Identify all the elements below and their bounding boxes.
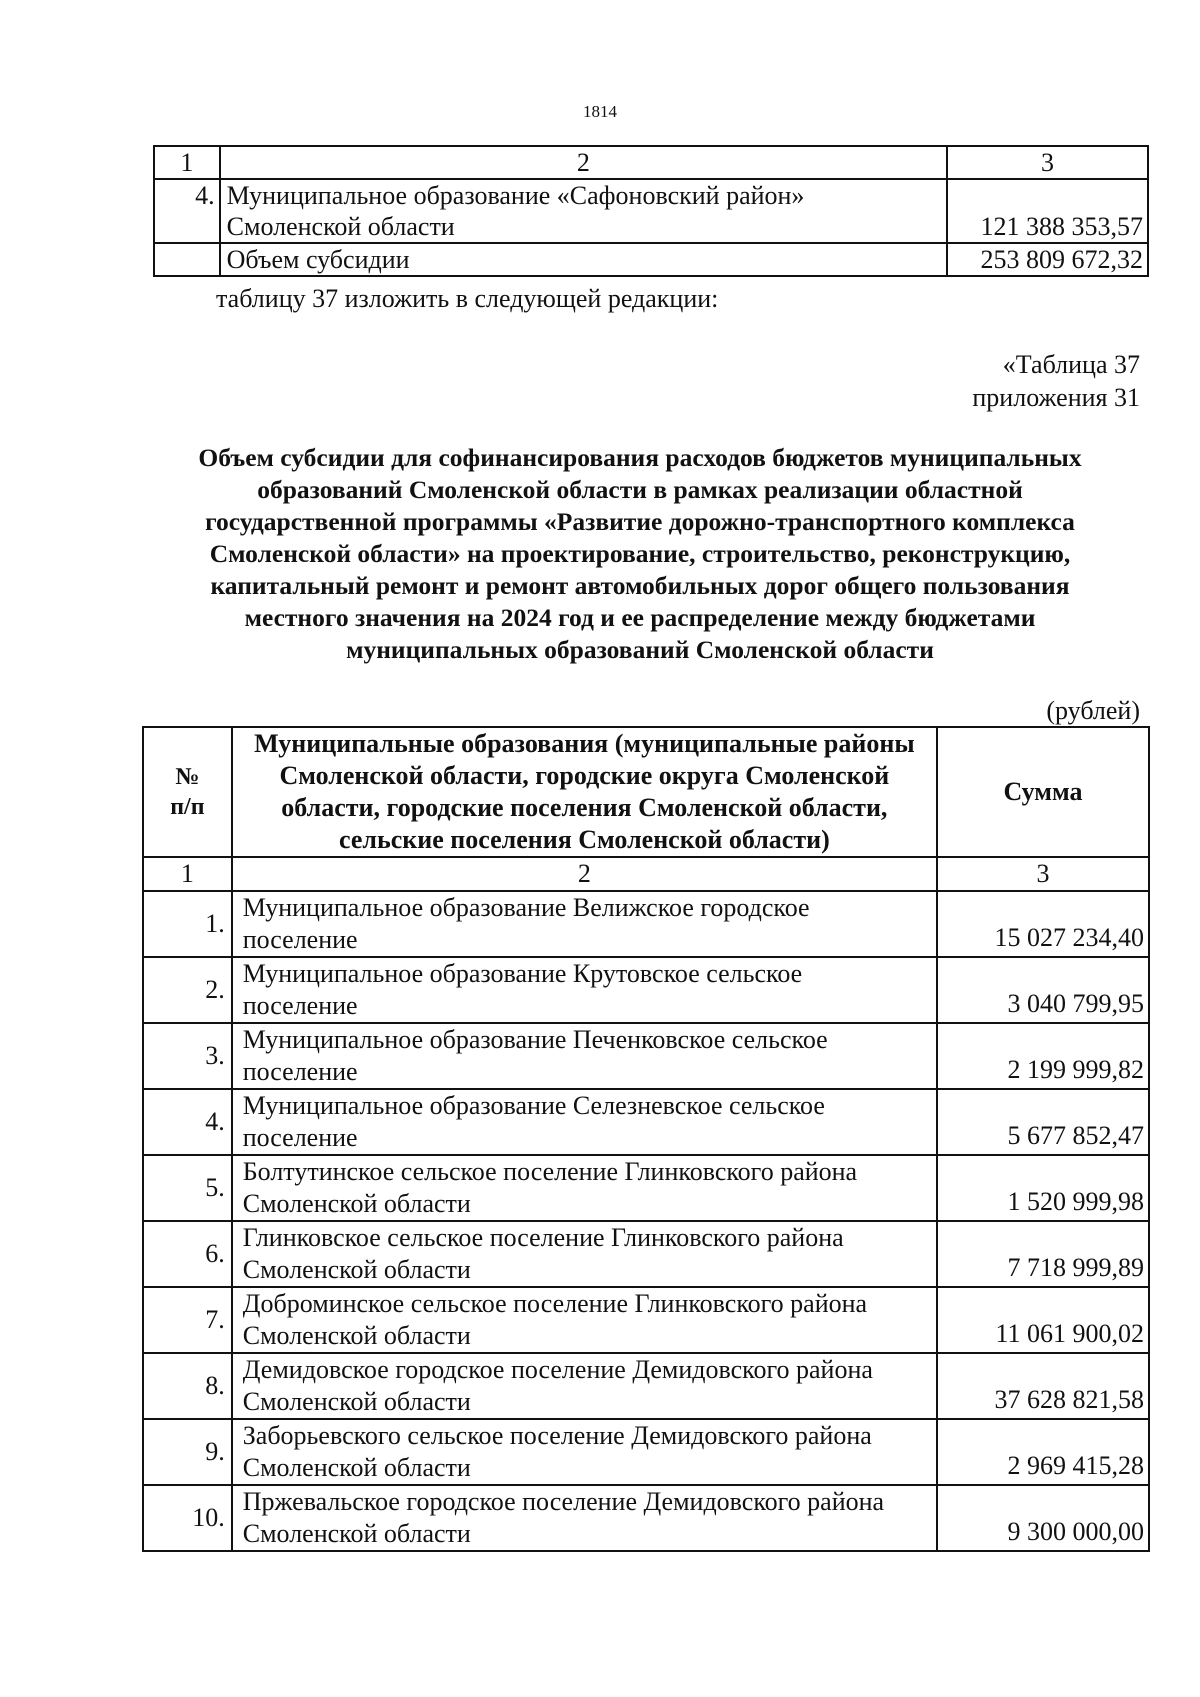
row-name <box>232 891 937 957</box>
title-line: муниципальных образований Смоленской области <box>346 635 934 664</box>
title-line: государственной программы «Развитие дорожно-транспортного комплекса <box>205 507 1075 536</box>
table-header-row <box>143 727 1149 857</box>
column-number-1: 1 <box>154 146 220 179</box>
row-name <box>232 1155 937 1221</box>
total-label: Объем субсидии <box>220 243 947 276</box>
row-number: 7. <box>143 1287 232 1353</box>
row-amount: 9 300 000,00 <box>937 1485 1149 1551</box>
table-row <box>154 179 1148 243</box>
row-number: 1. <box>143 891 232 957</box>
row-name-line-1: Муниципальное образование «Сафоновский район» <box>226 181 805 210</box>
header-name-line: области, городские поселения Смоленской области, <box>281 793 888 822</box>
row-name <box>220 179 947 243</box>
unit-label: (рублей) <box>1046 696 1140 725</box>
table-reference <box>972 348 1140 414</box>
header-number-line-1: № <box>175 764 200 790</box>
header-name-line: сельские поселения Смоленской области) <box>338 825 830 854</box>
row-amount: 15 027 234,40 <box>937 891 1149 957</box>
title-line: Объем субсидии для софинансирования расходов бюджетов муниципальных <box>198 443 1082 472</box>
row-name-line-2: поселение <box>242 1057 358 1086</box>
table-row <box>143 1353 1149 1419</box>
row-amount: 1 520 999,98 <box>937 1155 1149 1221</box>
total-amount: 253 809 672,32 <box>947 243 1148 276</box>
row-name <box>232 957 937 1023</box>
table-row <box>143 1089 1149 1155</box>
row-name-line-1: Демидовское городское поселение Демидовского района <box>242 1355 873 1384</box>
row-name-line-2: Смоленской области <box>242 1387 471 1416</box>
table-row <box>143 1221 1149 1287</box>
row-name-line-1: Болтутинское сельское поселение Глинковского района <box>242 1157 858 1186</box>
row-name-line-1: Муниципальное образование Селезневское сельское <box>242 1091 825 1120</box>
row-name-line-1: Пржевальское городское поселение Демидовского района <box>242 1487 885 1516</box>
row-name-line-1: Доброминское сельское поселение Глинковского района <box>242 1289 868 1318</box>
title-line: местного значения на 2024 год и ее распределение между бюджетами <box>244 603 1036 632</box>
row-name <box>232 1485 937 1551</box>
row-name-line-2: поселение <box>242 991 358 1020</box>
row-number: 8. <box>143 1353 232 1419</box>
table-row <box>143 1419 1149 1485</box>
table-column-numbers-row <box>154 146 1148 179</box>
table-row <box>143 1155 1149 1221</box>
row-name-line-2: поселение <box>242 1123 358 1152</box>
row-amount: 121 388 353,57 <box>947 179 1148 243</box>
row-name-line-1: Муниципальное образование Крутовское сельское <box>242 959 803 988</box>
header-name-line: Муниципальные образования (муниципальные районы <box>254 729 915 758</box>
row-name-line-2: Смоленской области <box>242 1189 471 1218</box>
column-number-1: 1 <box>143 857 232 891</box>
row-number: 10. <box>143 1485 232 1551</box>
table-row <box>143 1023 1149 1089</box>
table-reference-line-2: приложения 31 <box>972 383 1140 412</box>
edit-instruction: таблицу 37 изложить в следующей редакции: <box>216 284 719 313</box>
header-sum: Сумма <box>937 727 1149 857</box>
row-name <box>232 1089 937 1155</box>
table-reference-line-1: «Таблица 37 <box>1002 350 1140 379</box>
column-number-2: 2 <box>232 857 937 891</box>
document-title <box>140 442 1140 666</box>
row-number: 4. <box>154 179 220 243</box>
title-line: Смоленской области» на проектирование, строительство, реконструкцию, <box>209 539 1071 568</box>
row-name-line-1: Муниципальное образование Велижское городское <box>242 893 810 922</box>
subsidy-table <box>142 726 1150 1552</box>
header-name-line: Смоленской области, городские округа Смоленской <box>279 761 890 790</box>
row-name-line-2: Смоленской области <box>242 1519 471 1548</box>
row-number: 4. <box>143 1089 232 1155</box>
row-number: 5. <box>143 1155 232 1221</box>
row-name-line-1: Заборьевского сельское поселение Демидовского района <box>242 1421 872 1450</box>
header-name <box>232 727 937 857</box>
row-name-line-2: поселение <box>242 925 358 954</box>
column-number-2: 2 <box>220 146 947 179</box>
column-number-3: 3 <box>937 857 1149 891</box>
row-number: 9. <box>143 1419 232 1485</box>
page-number: 1814 <box>583 102 617 121</box>
table-row <box>143 957 1149 1023</box>
header-number-line-2: п/п <box>170 794 205 820</box>
table-row <box>143 1485 1149 1551</box>
table-column-numbers-row <box>143 857 1149 891</box>
row-amount: 11 061 900,02 <box>937 1287 1149 1353</box>
row-name-line-2: Смоленской области <box>226 212 455 241</box>
row-name <box>232 1287 937 1353</box>
row-name-line-2: Смоленской области <box>242 1321 471 1350</box>
continuation-table <box>153 145 1149 277</box>
row-amount: 2 199 999,82 <box>937 1023 1149 1089</box>
row-name <box>232 1221 937 1287</box>
table-row <box>143 1287 1149 1353</box>
column-number-3: 3 <box>947 146 1148 179</box>
row-name-line-1: Муниципальное образование Печенковское сельское <box>242 1025 828 1054</box>
title-line: образований Смоленской области в рамках реализации областной <box>257 475 1023 504</box>
table-row <box>143 891 1149 957</box>
row-name <box>232 1353 937 1419</box>
row-name-line-2: Смоленской области <box>242 1453 471 1482</box>
row-name-line-2: Смоленской области <box>242 1255 471 1284</box>
total-row <box>154 243 1148 276</box>
title-line: капитальный ремонт и ремонт автомобильных дорог общего пользования <box>210 571 1070 600</box>
row-number: 3. <box>143 1023 232 1089</box>
total-row-number <box>154 243 220 276</box>
row-amount: 5 677 852,47 <box>937 1089 1149 1155</box>
row-number: 6. <box>143 1221 232 1287</box>
header-number <box>143 727 232 857</box>
table-body <box>143 891 1149 1551</box>
row-amount: 7 718 999,89 <box>937 1221 1149 1287</box>
row-name <box>232 1419 937 1485</box>
row-amount: 2 969 415,28 <box>937 1419 1149 1485</box>
row-name <box>232 1023 937 1089</box>
row-name-line-1: Глинковское сельское поселение Глинковского района <box>242 1223 844 1252</box>
row-amount: 37 628 821,58 <box>937 1353 1149 1419</box>
row-amount: 3 040 799,95 <box>937 957 1149 1023</box>
row-number: 2. <box>143 957 232 1023</box>
